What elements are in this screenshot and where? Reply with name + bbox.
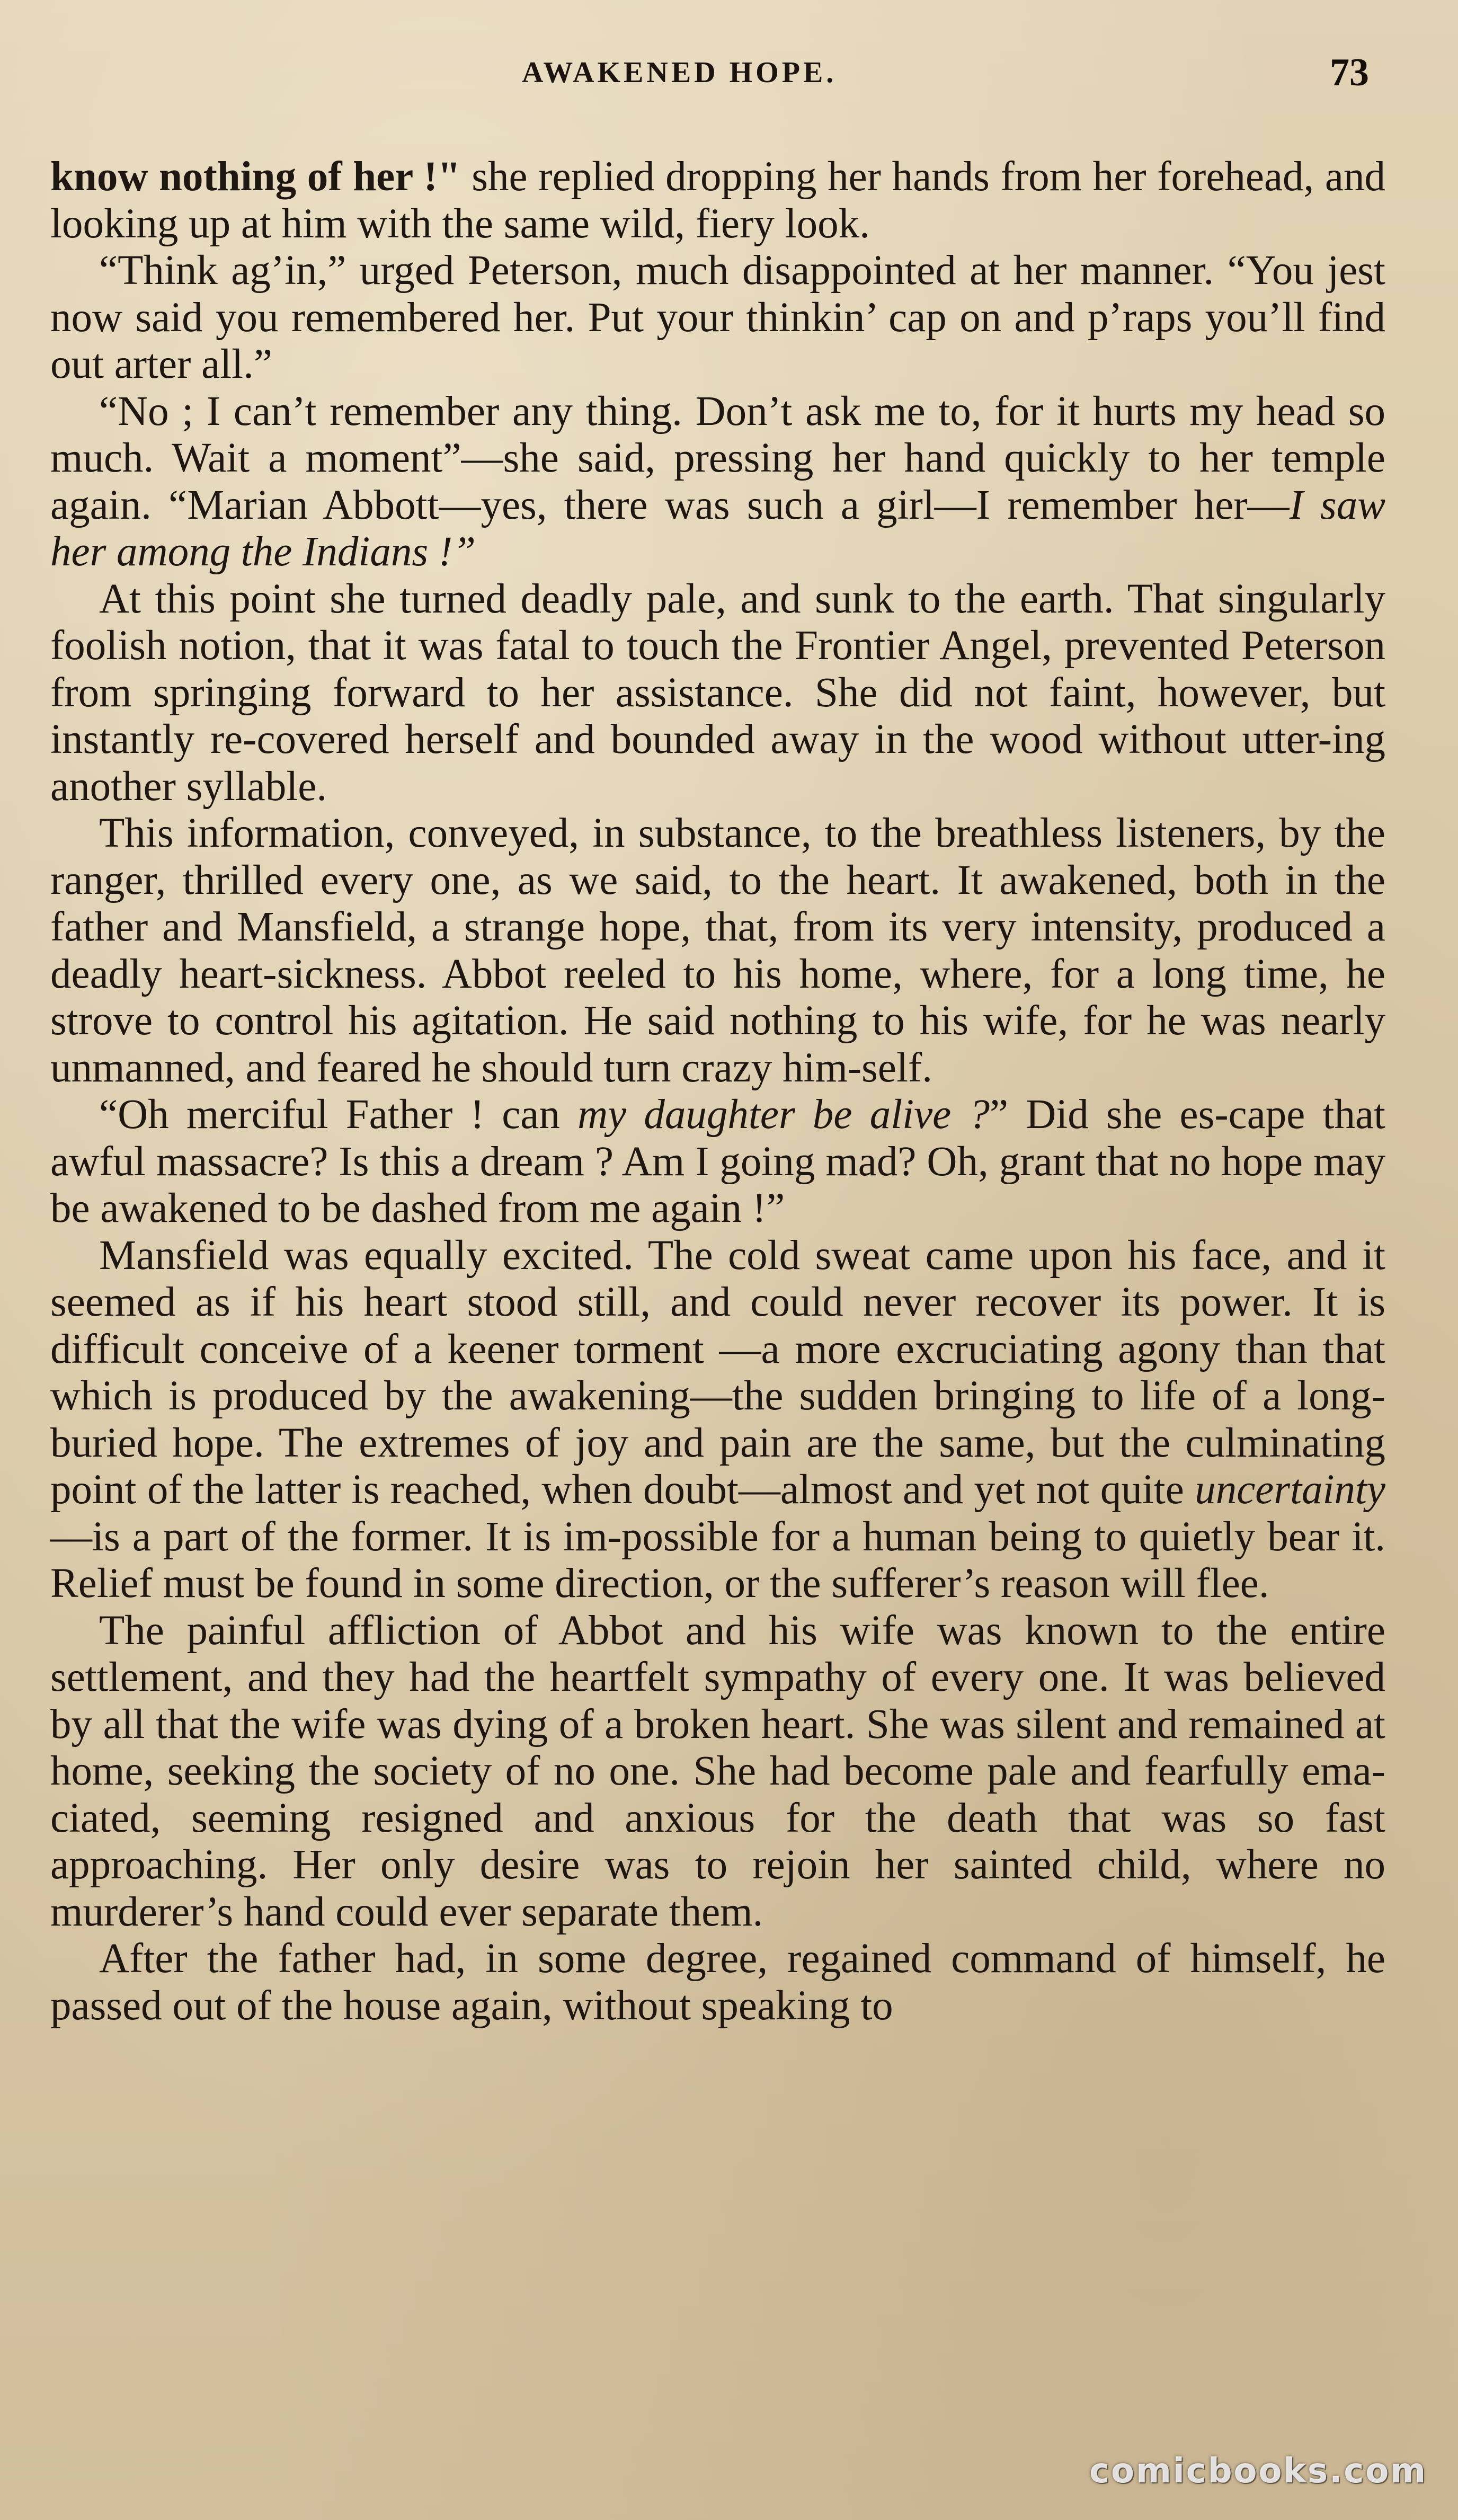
body-text bbox=[50, 154, 1385, 2029]
paragraph-6-after: ” Did she es-cape that awful massacre? Is this a dream ? Am I going mad? Oh, grant that no hope may be awakened to be dashed from me again !” bbox=[50, 1092, 1386, 1231]
paragraph-1-text: she replied dropping her hands from her forehead, and looking up at him with the same wild, fiery look. bbox=[50, 154, 1385, 247]
running-head bbox=[0, 50, 1458, 98]
page-number: 73 bbox=[1330, 51, 1369, 94]
paragraph-7-after: —is a part of the former. It is im-possible for a human being to quietly bear it. Relief must be found in some direction, or the sufferer’s reason will flee. bbox=[50, 1513, 1385, 1607]
paragraph-8 bbox=[50, 1608, 1385, 1936]
paragraph-5-text: This information, conveyed, in substance, to the breathless listeners, by the ranger, thrilled every one, as we said, to the heart. It awakened, both in the father and Mansfield, a strange hope, that, from its very intensity, produced a deadly heart-sickness. Abbot reeled to his home, where, for a long time, he strove to control his agitation. He said nothing to his wife, for he was nearly unmanned, and feared he should turn crazy him-self. bbox=[50, 810, 1385, 1091]
paragraph-6-text: “Oh merciful Father ! can bbox=[99, 1092, 578, 1138]
chapter-title: AWAKENED HOPE. bbox=[522, 56, 837, 89]
paragraph-9 bbox=[50, 1936, 1385, 2029]
paragraph-8-text: The painful affliction of Abbot and his wife was known to the entire settlement, and they had the heartfelt sympathy of every one. It was believed by all that the wife was dying of a broken heart. She was silent and remained at home, seeking the society of no one. She had become pale and fearfully ema-ciated, seeming resigned and anxious for the death that was so fast approaching. Her only desire was to rejoin her sainted child, where no murderer’s hand could ever separate them. bbox=[50, 1607, 1385, 1935]
paragraph-3-italic: I saw her among the Indians !” bbox=[50, 482, 1385, 575]
site-watermark: comicbooks.com bbox=[1089, 2452, 1427, 2491]
paragraph-7 bbox=[50, 1232, 1385, 1608]
paragraph-2 bbox=[50, 247, 1385, 388]
paragraph-7-italic: uncertainty bbox=[1195, 1467, 1385, 1513]
paragraph-1 bbox=[50, 154, 1385, 247]
paragraph-9-text: After the father had, in some degree, regained command of himself, he passed out of the house again, without speaking to bbox=[50, 1936, 1385, 2029]
paragraph-1-lead: know nothing of her !" bbox=[50, 154, 461, 200]
paragraph-6 bbox=[50, 1092, 1385, 1232]
paragraph-2-text: “Think ag’in,” urged Peterson, much disappointed at her manner. “You jest now said you remembered her. Put your thinkin’ cap on and p’raps you’ll find out arter all.” bbox=[50, 247, 1385, 387]
paragraph-6-italic: my daughter be alive ? bbox=[577, 1092, 990, 1138]
paragraph-3 bbox=[50, 388, 1385, 576]
paragraph-7-text: Mansfield was equally excited. The cold sweat came upon his face, and it seemed as if his heart stood still, and could never recover its power. It is difficult conceive of a keener torment —a more excruciating agony than that which is produced by the awakening—the sudden bringing to life of a long-buried hope. The extremes of joy and pain are the same, but the culminating point of the latter is reached, when doubt—almost and yet not quite bbox=[50, 1232, 1385, 1513]
paragraph-4-text: At this point she turned deadly pale, and sunk to the earth. That singularly foolish notion, that it was fatal to touch the Frontier Angel, prevented Peterson from springing forward to her assistance. She did not faint, however, but instantly re-covered herself and bounded away in the wood without utter-ing another syllable. bbox=[50, 575, 1385, 810]
paragraph-4 bbox=[50, 576, 1385, 811]
paragraph-3-text: “No ; I can’t remember any thing. Don’t ask me to, for it hurts my head so much. Wait a moment”—she said, pressing her hand quickly to her temple again. “Marian Abbott—yes, there was such a girl—I remember her— bbox=[50, 388, 1385, 528]
paragraph-5 bbox=[50, 810, 1385, 1092]
